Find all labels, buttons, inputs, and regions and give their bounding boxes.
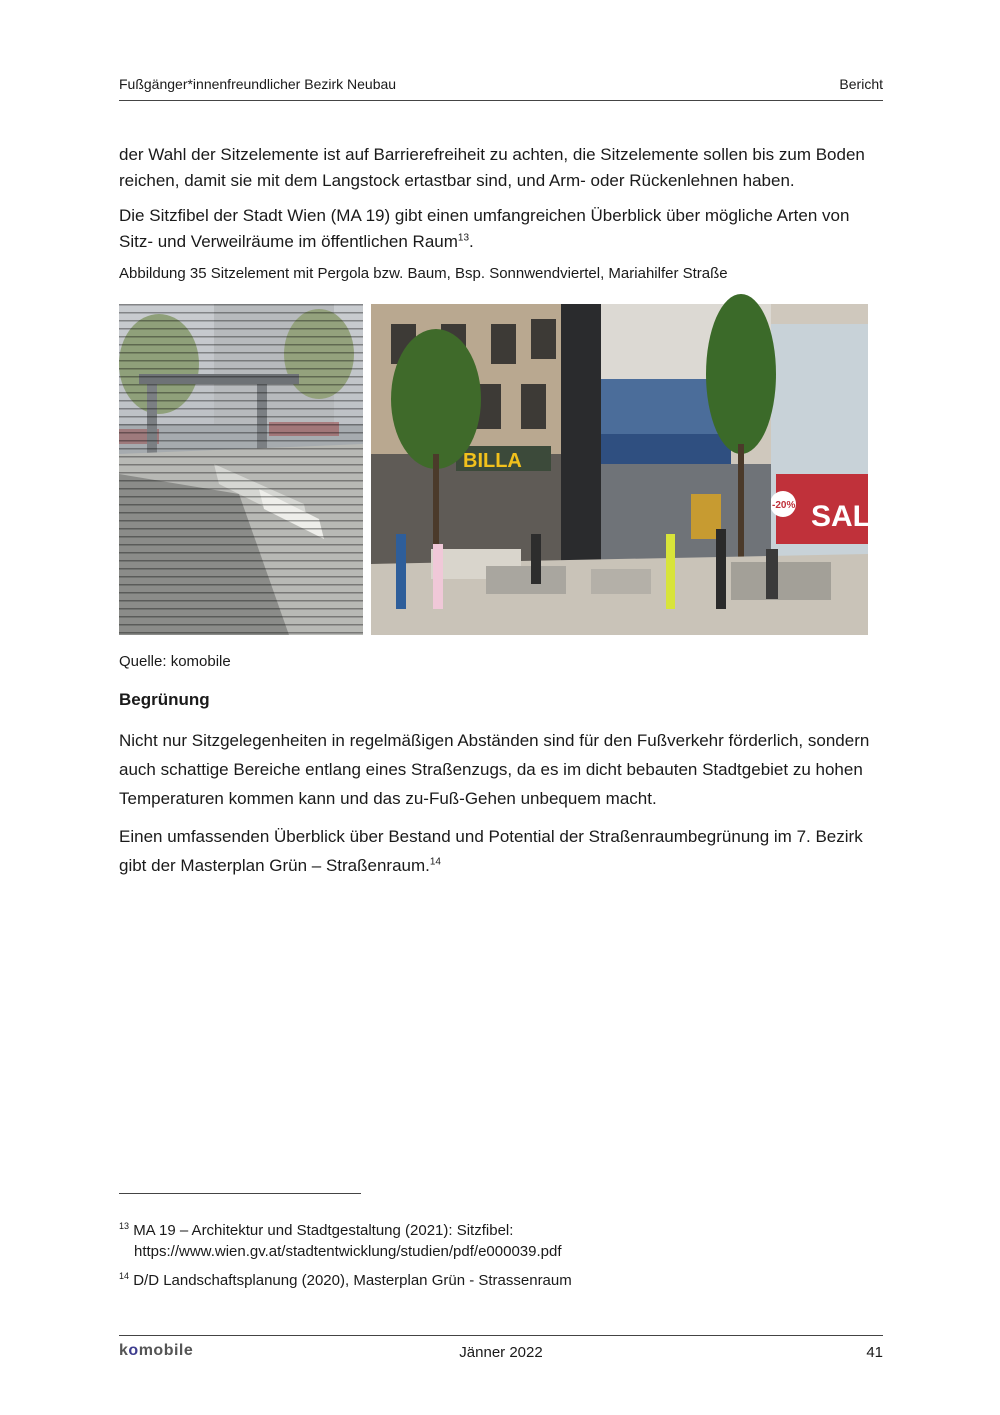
section-label: Bericht (839, 76, 883, 92)
section-heading-begruenung: Begrünung (119, 690, 210, 709)
figure-caption: Abbildung 35 Sitzelement mit Pergola bzw. Baum, Bsp. Sonnwendviertel, Mariahilfer Straße (119, 265, 728, 282)
page-footer (119, 1335, 883, 1366)
paragraph-shade: Nicht nur Sitzgelegenheiten in regelmäßigen Abständen sind für den Fußverkehr förderlich, sondern auch schattige Bereiche entlang eines Straßenzugs, da es im dicht bebauten Stadtgebiet zu hohen Temperaturen kommen kann und das zu-Fuß-Gehen unbequem macht. (119, 731, 870, 808)
logo-letter-o: o (128, 1342, 139, 1359)
footnote-separator (119, 1193, 361, 1194)
logo-text: mobile (138, 1342, 194, 1359)
photo-street-image (371, 304, 892, 635)
page-number: 41 (866, 1344, 883, 1361)
paragraph-sitzfibel-text: Die Sitzfibel der Stadt Wien (MA 19) gibt einen umfangreichen Überblick über mögliche Arten von Sitz- und Verweilräume im öffentlichen Raum (119, 206, 850, 251)
document-title: Fußgänger*innenfreundlicher Bezirk Neubau (119, 76, 397, 92)
paragraph-masterplan-text: Einen umfassenden Überblick über Bestand und Potential der Straßenraumbegrünung im 7. Bezirk gibt der Masterplan Grün – Straßenraum. (119, 827, 863, 875)
page-header (119, 76, 883, 101)
photo-pergola-image (119, 304, 363, 635)
billa-sign: BILLA (463, 450, 522, 472)
footnote-ref-13[interactable]: 13 (457, 232, 470, 244)
photo-pergola-seating (119, 304, 363, 635)
photo-mariahilfer-strasse (371, 304, 892, 635)
footnote-number-14: 14 (119, 1271, 130, 1281)
paragraph-barrier-free: der Wahl der Sitzelemente ist auf Barrierefreiheit zu achten, die Sitzelemente sollen bis zum Boden reichen, damit sie mit dem Langstock ertastbar sind, und Arm- oder Rückenlehnen haben. (119, 145, 865, 190)
paragraph-masterplan (119, 822, 883, 880)
paragraph-sitzfibel (119, 203, 883, 255)
footer-date: Jänner 2022 (459, 1344, 543, 1361)
footnote-13-text: MA 19 – Architektur und Stadtgestaltung (2021): Sitzfibel: (133, 1222, 514, 1239)
footnote-14 (119, 1270, 883, 1291)
logo-letter-k: k (119, 1342, 129, 1359)
footnote-13 (119, 1220, 883, 1262)
footnote-number-13: 13 (119, 1221, 130, 1231)
discount-sign: -20% (772, 500, 796, 511)
period: . (469, 232, 474, 251)
image-source: Quelle: komobile (119, 653, 231, 670)
sale-sign: SALE (811, 500, 892, 533)
footnote-ref-14[interactable]: 14 (429, 856, 441, 868)
footnote-13-url[interactable]: https://www.wien.gv.at/stadtentwicklung/studien/pdf/e000039.pdf (134, 1243, 562, 1260)
footnote-14-text: D/D Landschaftsplanung (2020), Masterplan Grün - Strassenraum (133, 1272, 572, 1289)
